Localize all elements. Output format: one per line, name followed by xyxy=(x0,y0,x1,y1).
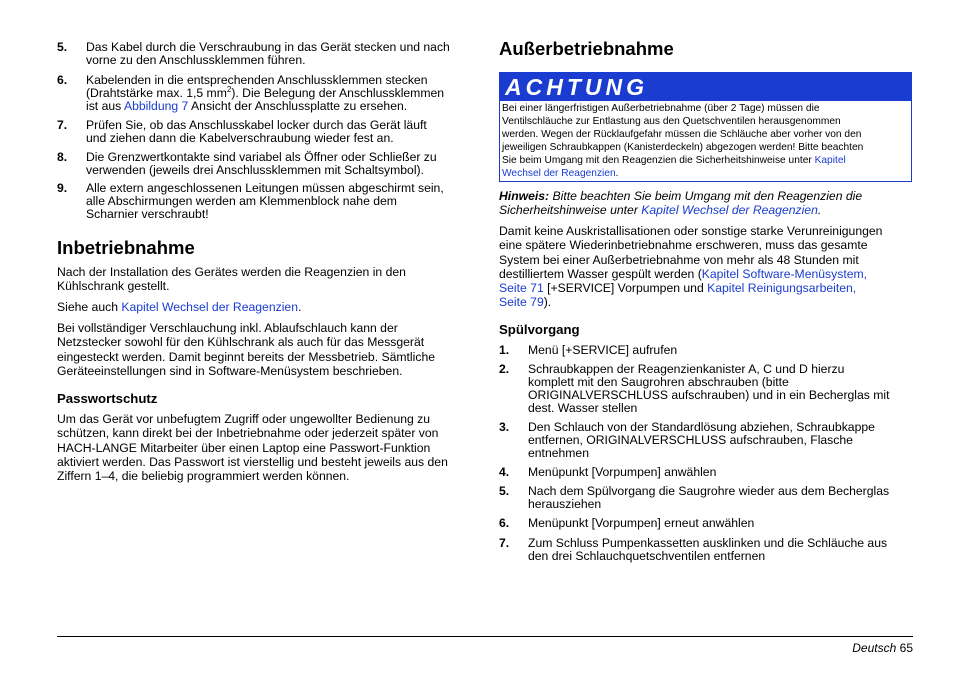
passwort-paragraph: Um das Gerät vor unbefugtem Zugriff oder ungewollter Bedienung zu schützen, kann direkt bei der Inbetriebnahme oder jederzeit später von HACH-LANGE Mitarbeiter über einen Laptop eine Passwort-Funktion aktiviert werden. Das Passwort ist vierstellig und besteht jeweils aus den Ziffern 1–4, die beliebig programmiert werden können. xyxy=(57,412,448,484)
ausserbetrieb-paragraph: Damit keine Auskristallisationen oder sonstige starke Verunreinigungen eine spätere Wiederinbetriebnahme erschweren, muss das gesamte System bei einer Außerbetriebnahme von mehr als 48 Stunden mit destilliertem Wasser gespült werden (Kapitel Software-Menüsystem, Seite 71 [+SERVICE] Vorpumpen und Kapitel Reinigungsarbeiten, Seite 79). xyxy=(499,224,883,310)
link-kapitel-reinigungsarbeiten[interactable]: Kapitel Reinigungsarbeiten, xyxy=(707,281,857,296)
inbetrieb-paragraph-1: Nach der Installation des Gerätes werden die Reagenzien in den Kühlschrank gestellt. xyxy=(57,265,406,294)
heading-inbetriebnahme: Inbetriebnahme xyxy=(57,237,195,258)
footer-rule xyxy=(57,636,913,637)
heading-passwortschutz: Passwortschutz xyxy=(57,391,158,406)
inbetrieb-paragraph-3: Bei vollständiger Verschlauchung inkl. Ablaufschlauch kann der Netzstecker sowohl für den Kühlschrank als auch für das Messgerät eingesteckt werden. Damit beginnt bereits der Messbetrieb. Sämtliche Geräteeinstellungen sind in Software-Menüsystem beschrieben. xyxy=(57,321,435,378)
spul-step-4: 4. Menüpunkt [Vorpumpen] anwählen xyxy=(499,465,717,479)
warning-link-wechsel-reagenzien[interactable]: Wechsel der Reagenzien xyxy=(502,168,616,179)
warning-heading: ACHTUNG xyxy=(500,73,911,101)
link-seite-79[interactable]: Seite 79 xyxy=(499,295,544,310)
spul-step-6: 6. Menüpunkt [Vorpumpen] erneut anwählen xyxy=(499,516,755,530)
footer-language: Deutsch xyxy=(852,641,897,655)
spul-step-1: 1. Menü [+SERVICE] aufrufen xyxy=(499,343,678,357)
step-5: 5. Das Kabel durch die Verschraubung in das Gerät stecken und nach vorne zu den Anschlussklemmen führen. xyxy=(57,40,450,67)
link-seite-71[interactable]: Seite 71 xyxy=(499,281,544,296)
hint-label: Hinweis: xyxy=(499,189,550,203)
step-9: 9. Alle extern angeschlossenen Leitungen müssen abgeschirmt sein, alle Abschirmungen werden am Klemmenblock nahe dem Scharnier verschraubt! xyxy=(57,181,444,221)
hint-link-wechsel-reagenzien[interactable]: Kapitel Wechsel der Reagenzien xyxy=(641,203,818,218)
warning-text: Bei einer längerfristigen Außerbetriebnahme (über 2 Tage) müssen die Ventilschläuche zur Entlastung aus den Quetschventilen herausgenommen werden. Wegen der Rücklaufgefahr müssen die Schläuche aber vorher von den jeweiligen Schraubkappen (Kanisterdeckeln) abgezogen werden! Bitte beachten Sie beim Umgang mit den Reagenzien die Sicherheitshinweise unter Kapitel Wechsel der Reagenzien. xyxy=(502,103,864,179)
step-7: 7. Prüfen Sie, ob das Anschlusskabel locker durch das Gerät läuft und ziehen dann die Kabelverschraubung wieder fest an. xyxy=(57,118,427,145)
spul-step-2: 2. Schraubkappen der Reagenzienkanister A, C und D hierzu komplett mit den Saugrohren abschrauben (bitte ORIGINALVERSCHLUSS aufschrauben) und in ein Becherglas mit dest. Wasser stellen xyxy=(499,362,890,415)
link-abbildung-7[interactable]: Abbildung 7 xyxy=(123,99,189,113)
hint-paragraph: Hinweis: Bitte beachten Sie beim Umgang mit den Reagenzien die Sicherheitshinweise unter Kapitel Wechsel der Reagenzien. xyxy=(499,189,863,218)
spul-step-5: 5. Nach dem Spülvorgang die Saugrohre wieder aus dem Becherglas herausziehen xyxy=(499,484,890,511)
warning-box xyxy=(499,72,912,182)
link-kapitel-software-menuesystem[interactable]: Kapitel Software-Menüsystem, xyxy=(701,266,868,281)
page-number: 65 xyxy=(899,641,913,655)
footer xyxy=(852,642,913,655)
heading-spuelvorgang: Spülvorgang xyxy=(499,322,580,337)
step-8: 8. Die Grenzwertkontakte sind variabel als Öffner oder Schließer zu verwenden (jeweils drei Anschlussklemmen mit Schaltsymbol). xyxy=(57,150,437,177)
link-kapitel-wechsel-reagenzien[interactable]: Kapitel Wechsel der Reagenzien xyxy=(121,300,298,314)
inbetrieb-paragraph-2: Siehe auch Kapitel Wechsel der Reagenzien. xyxy=(57,300,302,314)
step-6: 6. Kabelenden in die entsprechenden Anschlussklemmen stecken (Drahtstärke max. 1,5 $mm^2$). Die Belegung der Anschlussklemmen ist aus Abbildung 7 Ansicht der Anschlussplatte zu ersehen. xyxy=(57,73,445,113)
heading-ausserbetriebnahme: Außerbetriebnahme xyxy=(499,38,674,59)
spul-step-7: 7. Zum Schluss Pumpenkassetten ausklinken und die Schläuche aus den drei Schlauchquetschventilen entfernen xyxy=(499,536,888,563)
spul-step-3: 3. Den Schlauch von der Standardlösung abziehen, Schraubkappe entfernen, ORIGINALVERSCHLUSS aufschrauben, Flasche entnehmen xyxy=(499,420,875,460)
warning-link-kapitel[interactable]: Kapitel xyxy=(814,155,846,166)
